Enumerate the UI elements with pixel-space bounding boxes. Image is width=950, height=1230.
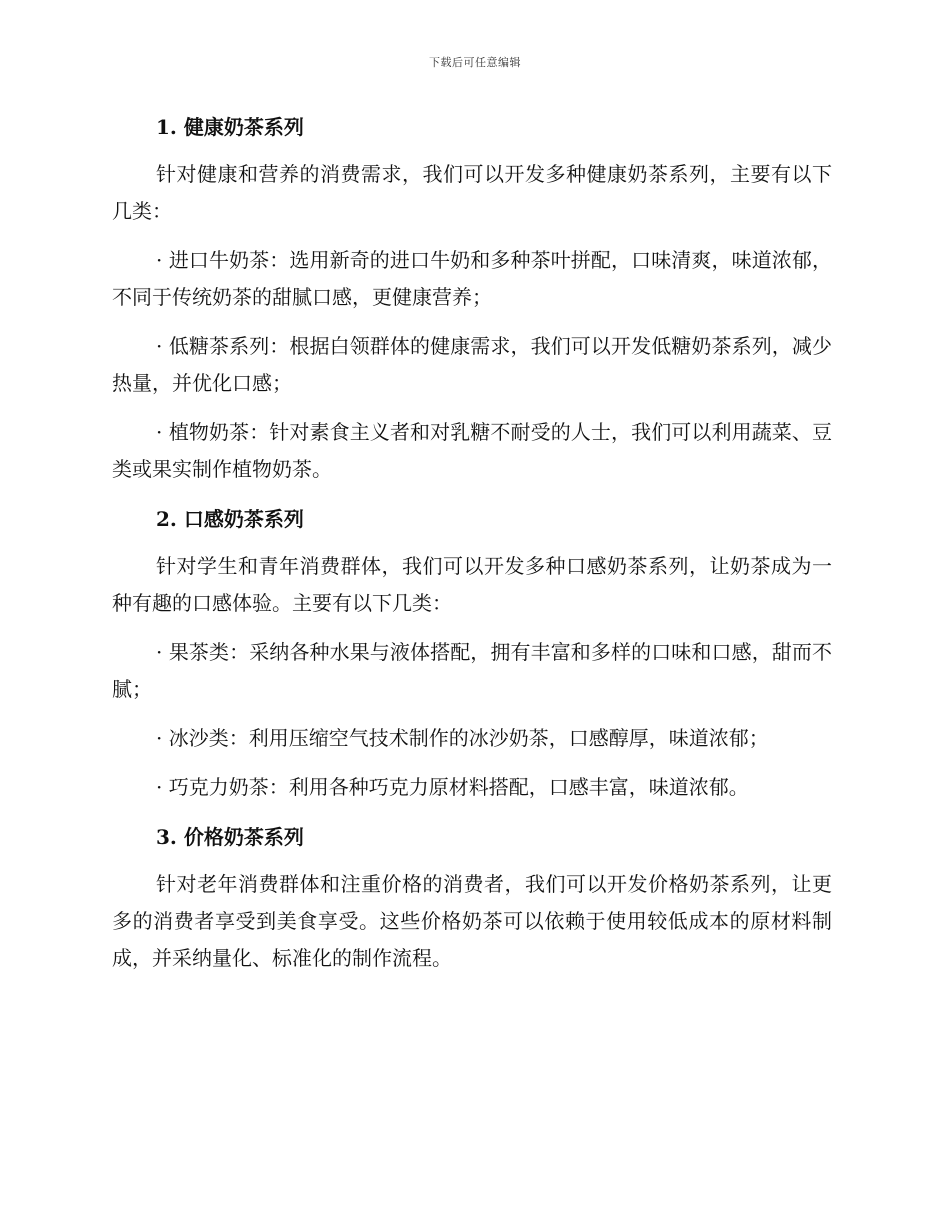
list-item: · 植物奶茶：针对素食主义者和对乳糖不耐受的人士，我们可以利用蔬菜、豆类或果实制作植物奶茶。 [112, 420, 832, 481]
list-item: · 低糖茶系列：根据白领群体的健康需求，我们可以开发低糖奶茶系列，减少热量，并优化口感； [112, 334, 832, 395]
section-intro-2: 针对学生和青年消费群体，我们可以开发多种口感奶茶系列，让奶茶成为一种有趣的口感体验。主要有以下几类： [112, 554, 832, 615]
section-heading-3: 3. 价格奶茶系列 [156, 825, 304, 849]
list-item: · 巧克力奶茶：利用各种巧克力原材料搭配，口感丰富，味道浓郁。 [156, 775, 749, 799]
list-item: · 进口牛奶茶：选用新奇的进口牛奶和多种茶叶拼配，口味清爽，味道浓郁，不同于传统奶茶的甜腻口感，更健康营养； [112, 248, 832, 309]
page-header: 下载后可任意编辑 [429, 56, 521, 69]
list-item: · 冰沙类：利用压缩空气技术制作的冰沙奶茶，口感醇厚，味道浓郁； [156, 726, 769, 750]
section-intro-1: 针对健康和营养的消费需求，我们可以开发多种健康奶茶系列，主要有以下几类： [112, 162, 832, 223]
section-heading-1: 1. 健康奶茶系列 [156, 115, 304, 139]
section-intro-3: 针对老年消费群体和注重价格的消费者，我们可以开发价格奶茶系列，让更多的消费者享受到美食享受。这些价格奶茶可以依赖于使用较低成本的原材料制成，并采纳量化、标准化的制作流程。 [112, 872, 832, 970]
list-item: · 果茶类：采纳各种水果与液体搭配，拥有丰富和多样的口味和口感，甜而不腻； [112, 640, 832, 701]
document-body [112, 108, 832, 989]
section-heading-2: 2. 口感奶茶系列 [156, 507, 304, 531]
